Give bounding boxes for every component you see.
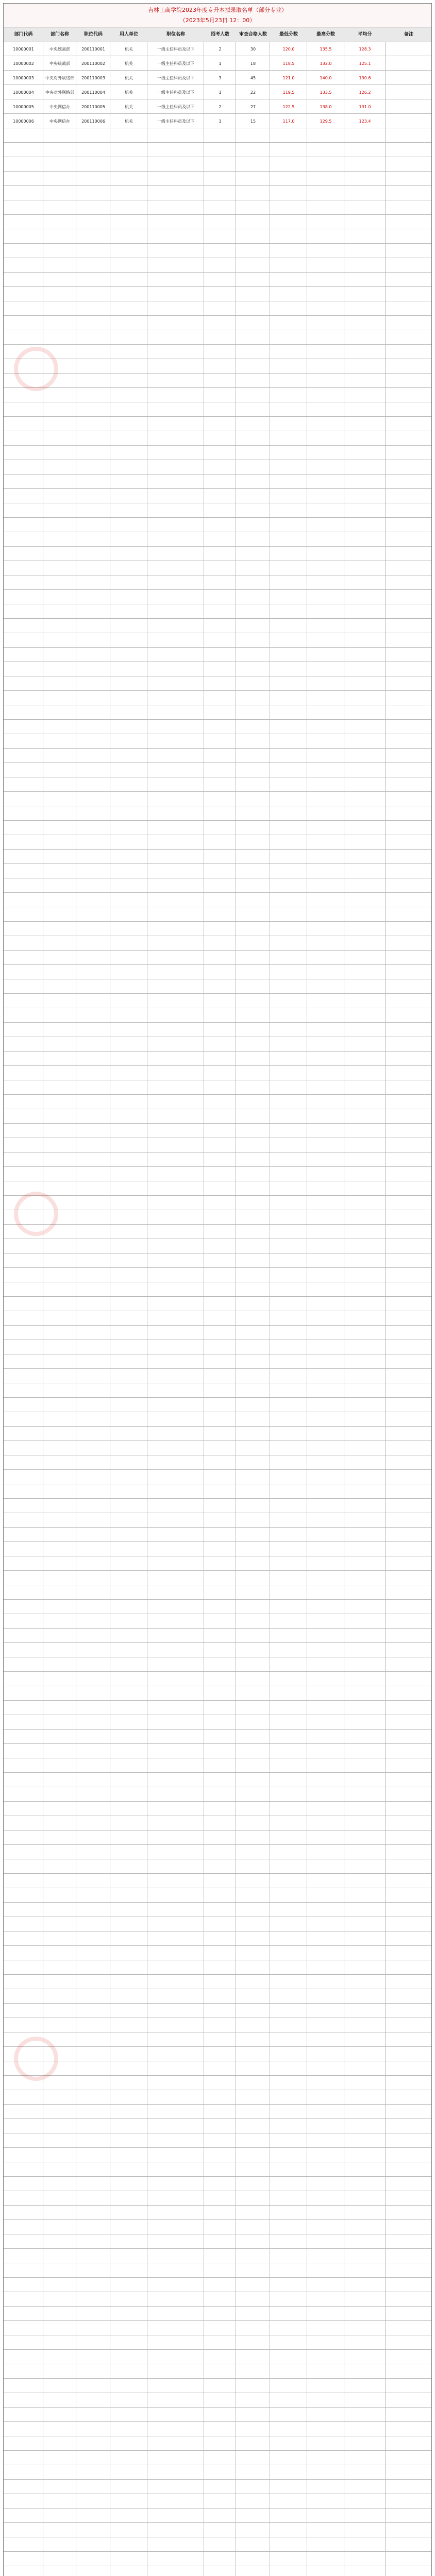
table-cell: 机关 [125, 118, 133, 124]
column-header: 最低分数 [279, 31, 298, 37]
table-cell: 135.5 [320, 46, 332, 52]
table-cell: 中央网信办 [49, 118, 70, 124]
table-cell: 中央统战部 [49, 46, 70, 52]
column-header: 最高分数 [316, 31, 335, 37]
column-header: 平均分 [358, 31, 372, 37]
table-cell: 120.0 [282, 46, 295, 52]
table-cell: 一级主任科员及以下 [157, 61, 194, 66]
table-cell: 200110004 [81, 90, 105, 95]
column-header: 备注 [404, 31, 413, 37]
table-cell: 一级主任科员及以下 [157, 118, 194, 124]
table-cell: 140.0 [320, 75, 332, 80]
table-cell: 133.5 [320, 90, 332, 95]
table-cell: 131.0 [359, 104, 371, 109]
table-cell: 118.5 [282, 61, 295, 66]
table-cell: 10000003 [13, 75, 34, 80]
column-header: 招考人数 [210, 31, 229, 37]
table-cell: 125.1 [359, 61, 371, 66]
table-cell [386, 71, 432, 85]
table-cell: 132.0 [320, 61, 332, 66]
table-cell [386, 114, 432, 128]
table-cell: 中央网信办 [49, 104, 70, 109]
table-cell: 200110002 [81, 61, 105, 66]
table-cell: 1 [219, 61, 222, 66]
table-cell: 3 [219, 75, 222, 80]
table-cell: 117.0 [282, 118, 295, 124]
table-cell: 1 [219, 118, 222, 124]
table-header [4, 27, 431, 42]
column-header: 职位代码 [83, 31, 103, 37]
table-cell: 机关 [125, 75, 133, 80]
table-cell: 15 [250, 118, 256, 124]
table-cell: 18 [250, 61, 256, 66]
table-row [4, 114, 431, 128]
table-cell: 10000005 [13, 104, 34, 109]
table-cell [386, 42, 432, 56]
table-cell: 22 [250, 90, 256, 95]
column-header: 职位名称 [166, 31, 185, 37]
table-cell: 10000001 [13, 46, 34, 52]
table-cell: 一级主任科员及以下 [157, 104, 194, 109]
table-cell: 一级主任科员及以下 [157, 46, 194, 52]
table-cell: 机关 [125, 61, 133, 66]
watermark-circle [14, 2037, 58, 2081]
table-cell: 10000004 [13, 90, 34, 95]
table-cell: 中央对外联络部 [45, 90, 74, 95]
table-cell: 中央统战部 [49, 61, 70, 66]
title-line-1: 吉林工商学院2023年度专升本拟录取名单（部分专业） [148, 7, 287, 13]
table-row [4, 85, 431, 99]
table-cell: 中央对外联络部 [45, 75, 74, 80]
watermark-circle [14, 1192, 58, 1236]
table-cell: 128.3 [359, 46, 371, 52]
table-cell: 1 [219, 90, 222, 95]
title-line-2: （2023年5月23日 12：00） [179, 17, 256, 24]
table-cell: 机关 [125, 46, 133, 52]
table-cell: 129.5 [320, 118, 332, 124]
document-sheet [3, 3, 432, 2576]
table-row [4, 99, 431, 114]
column-header: 部门代码 [14, 31, 33, 37]
table-cell: 200110006 [81, 118, 105, 124]
table-cell: 45 [250, 75, 256, 80]
table-cell [386, 85, 432, 99]
table-cell: 200110003 [81, 75, 105, 80]
table-cell: 130.6 [359, 75, 371, 80]
table-cell: 126.2 [359, 90, 371, 95]
table-cell: 30 [250, 46, 256, 52]
column-header: 用人单位 [119, 31, 138, 37]
column-header: 审查合格人数 [239, 31, 267, 37]
table-cell: 200110005 [81, 104, 105, 109]
table-cell: 27 [250, 104, 256, 109]
table-cell: 10000006 [13, 118, 34, 124]
table-cell: 一级主任科员及以下 [157, 75, 194, 80]
watermark-circle [14, 347, 58, 391]
table-cell: 122.5 [282, 104, 295, 109]
table-cell: 121.0 [282, 75, 295, 80]
table-cell: 2 [219, 104, 222, 109]
table-body [4, 42, 431, 128]
table-cell: 机关 [125, 90, 133, 95]
table-cell: 机关 [125, 104, 133, 109]
table-cell: 119.5 [282, 90, 295, 95]
table-cell: 2 [219, 46, 222, 52]
table-cell: 123.4 [359, 118, 371, 124]
table-row [4, 56, 431, 71]
table-cell [386, 56, 432, 71]
table-cell: 138.0 [320, 104, 332, 109]
table-row [4, 42, 431, 56]
column-header: 部门名称 [50, 31, 69, 37]
table-cell [386, 99, 432, 114]
table-cell: 10000002 [13, 61, 34, 66]
data-table [3, 27, 432, 2576]
table-cell: 200110001 [81, 46, 105, 52]
table-row [4, 71, 431, 85]
document-title [3, 3, 432, 27]
table-cell: 一级主任科员及以下 [157, 90, 194, 95]
